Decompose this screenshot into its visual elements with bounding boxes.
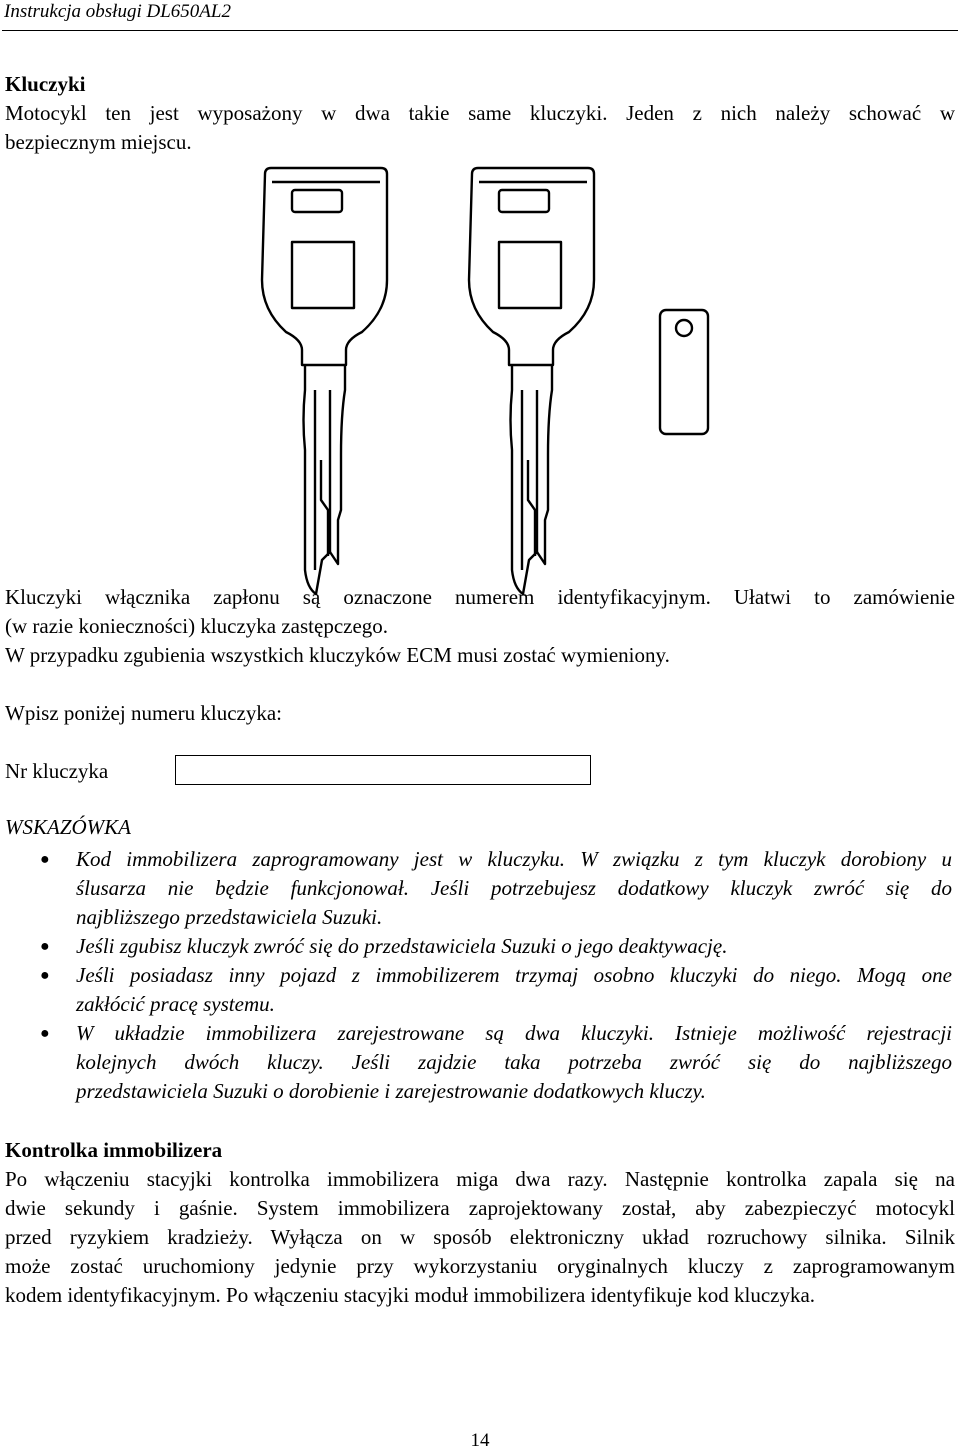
note-item-1-line-1: Kod immobilizera zaprogramowany jest w kluczyku. W związku z tym kluczyk dorobiony u bbox=[76, 847, 952, 871]
info-line-1: Kluczyki włącznika zapłonu są oznaczone numerem identyfikacyjnym. Ułatwi to zamówienie bbox=[5, 585, 955, 609]
bullet-icon: ● bbox=[40, 967, 50, 984]
immobilizer-line-1: Po włączeniu stacyjki kontrolka immobilizera miga dwa razy. Następnie kontrolka zapala się na bbox=[5, 1167, 955, 1191]
note-item-3-line-1: Jeśli posiadasz inny pojazd z immobilizerem trzymaj osobno kluczyki do niego. Mogą one bbox=[76, 963, 952, 987]
header-rule bbox=[2, 30, 958, 31]
note-title: WSKAZÓWKA bbox=[5, 815, 131, 839]
note-item-1-line-3: najbliższego przedstawiciela Suzuki. bbox=[76, 905, 383, 929]
immobilizer-line-5: kodem identyfikacyjnym. Po włączeniu stacyjki moduł immobilizera identyfikuje kod kluczyka. bbox=[5, 1283, 816, 1307]
immobilizer-heading: Kontrolka immobilizera bbox=[5, 1138, 223, 1162]
note-item-4-line-2: kolejnych dwóch kluczy. Jeśli zajdzie taka potrzeba zwróć się do najbliższego bbox=[76, 1050, 952, 1074]
note-item-2-line-1: Jeśli zgubisz kluczyk zwróć się do przedstawiciela Suzuki o jego deaktywację. bbox=[76, 934, 728, 958]
ignition-key-icon bbox=[469, 168, 594, 594]
note-item-4-line-1: W układzie immobilizera zarejestrowane są dwa kluczyki. Istnieje możliwość rejestracji bbox=[76, 1021, 952, 1045]
note-item-3-line-2: zakłócić pracę systemu. bbox=[76, 992, 275, 1016]
key-number-tag-icon bbox=[660, 310, 708, 434]
immobilizer-line-4: może zostać uruchomiony jedynie przy wykorzystaniu oryginalnych kluczy z zaprogramowanym bbox=[5, 1254, 955, 1278]
note-item-4-line-3: przedstawiciela Suzuki o dorobienie i zarejestrowanie dodatkowych kluczy. bbox=[76, 1079, 706, 1103]
info-line-3: W przypadku zgubienia wszystkich kluczyków ECM musi zostać wymieniony. bbox=[5, 643, 670, 667]
info-line-2: (w razie konieczności) kluczyka zastępczego. bbox=[5, 614, 389, 638]
bullet-icon: ● bbox=[40, 851, 50, 868]
key-number-label: Nr kluczyka bbox=[5, 759, 109, 783]
keys-heading: Kluczyki bbox=[5, 72, 86, 96]
keys-illustration bbox=[0, 160, 960, 600]
immobilizer-line-3: przed ryzykiem kradzieży. Wyłącza on w sposób elektroniczny układ rozruchowy silnika. Silnik bbox=[5, 1225, 955, 1249]
key-number-prompt: Wpisz poniżej numeru kluczyka: bbox=[5, 701, 282, 725]
bullet-icon: ● bbox=[40, 938, 50, 955]
immobilizer-line-2: dwie sekundy i gaśnie. System immobilizera zaprojektowany został, aby zabezpieczyć motocykl bbox=[5, 1196, 955, 1220]
ignition-key-icon bbox=[262, 168, 387, 594]
running-header: Instrukcja obsługi DL650AL2 bbox=[4, 1, 231, 22]
intro-line-2: bezpiecznym miejscu. bbox=[5, 130, 192, 154]
page-number: 14 bbox=[470, 1430, 490, 1451]
note-item-1-line-2: ślusarza nie będzie funkcjonował. Jeśli potrzebujesz dodatkowy kluczyk zwróć się do bbox=[76, 876, 952, 900]
key-number-field[interactable] bbox=[175, 755, 591, 785]
intro-line-1: Motocykl ten jest wyposażony w dwa takie same kluczyki. Jeden z nich należy schować w bbox=[5, 101, 955, 125]
bullet-icon: ● bbox=[40, 1025, 50, 1042]
